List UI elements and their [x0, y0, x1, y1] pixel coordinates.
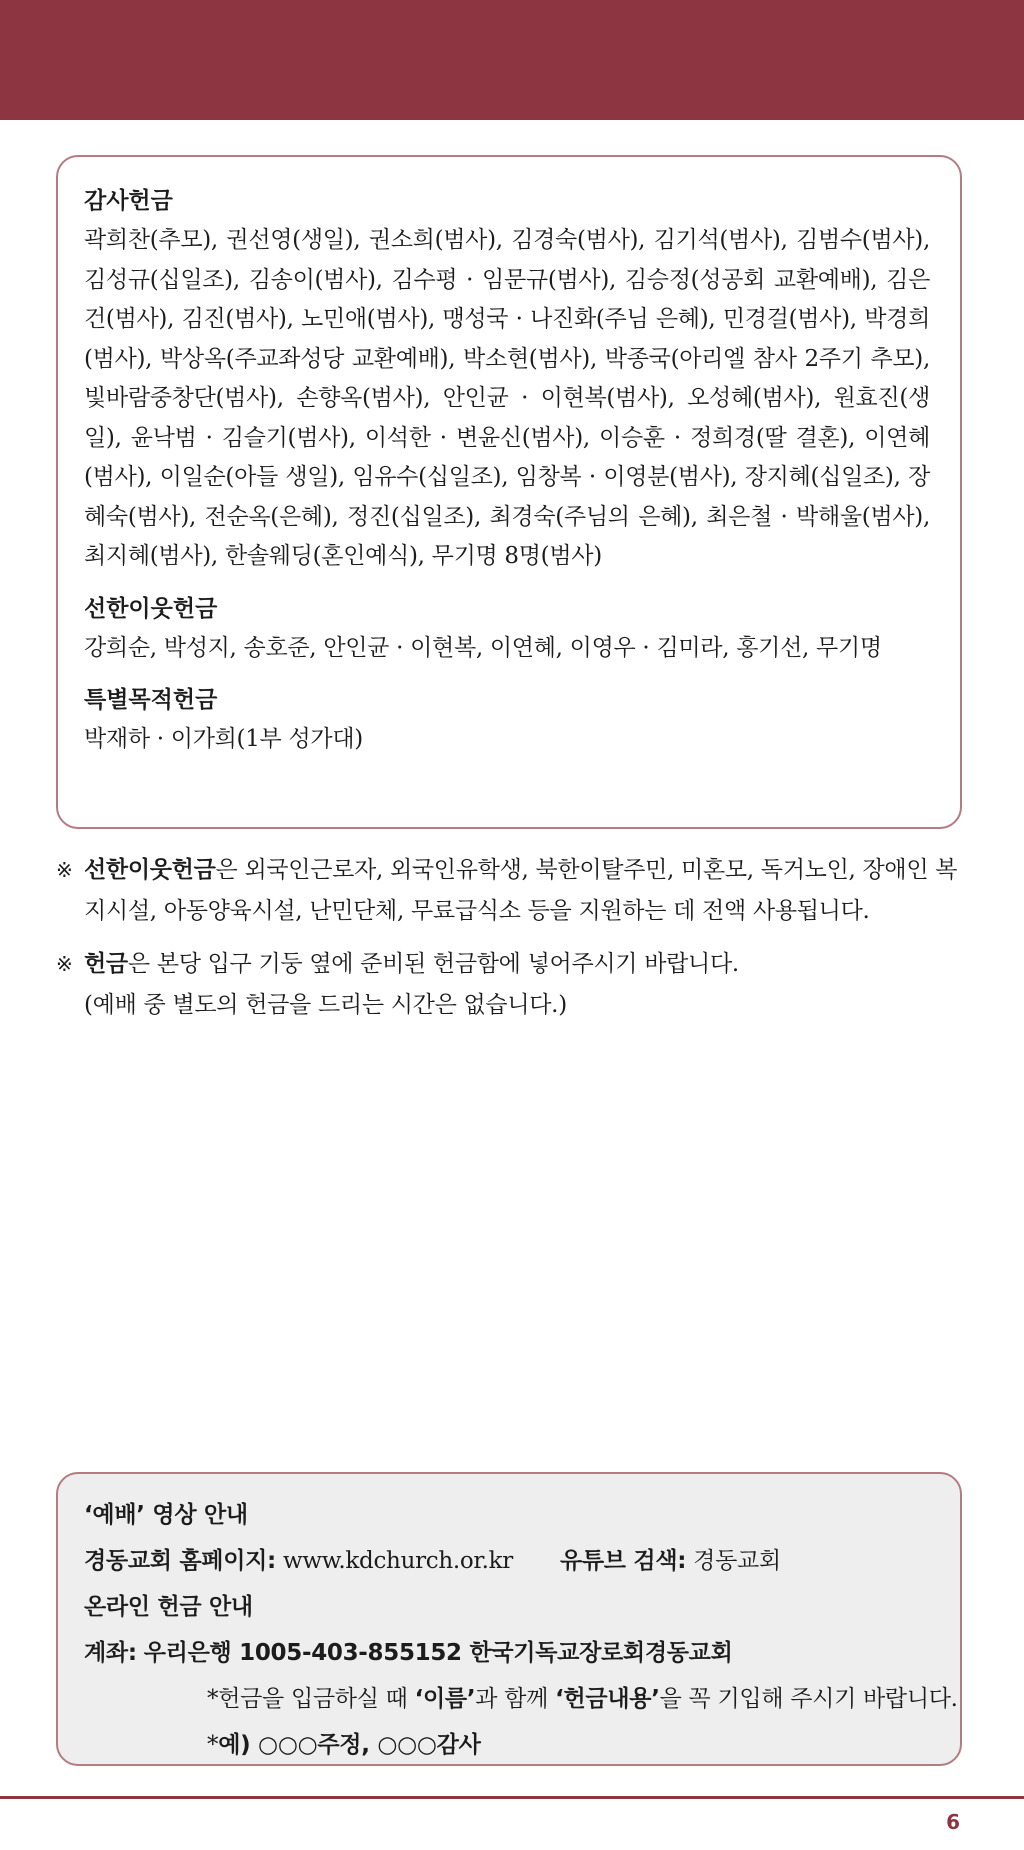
- online-offering-heading: 온라인 헌금 안내: [84, 1594, 253, 1620]
- note-offering-description: 은 본당 입구 기둥 옆에 준비된 헌금함에 넣어주시기 바랍니다.: [127, 951, 739, 977]
- instruction-content-keyword: ‘헌금내용’: [555, 1686, 660, 1712]
- note-neighbor-text: [84, 850, 966, 932]
- youtube-search-value: 경동교회: [693, 1548, 781, 1574]
- note-neighbor-description: 은 외국인근로자, 외국인유학생, 북한이탈주민, 미혼모, 독거노인, 장애인 복지시설, 아동양육시설, 난민단체, 무료급식소 등을 지원하는 데 전액 사용됩니다.: [84, 857, 958, 924]
- account-value: 우리은행 1005-403-855152 한국기독교장로회경동교회: [143, 1640, 733, 1666]
- instruction-middle: 과 함께: [475, 1686, 556, 1712]
- note-neighbor-keyword: 선한이웃헌금: [84, 857, 216, 883]
- thanks-offering-names: 곽희찬(추모), 권선영(생일), 권소희(범사), 김경숙(범사), 김기석(범사), 김범수(범사), 김성규(십일조), 김송이(범사), 김수평 · 임문규(범사), 김승정(성공회 교환예배), 김은건(범사), 김진(범사), 노민애(범사), 맹성국 · 나진화(주님 은혜), 민경걸(범사), 박경희(범사), 박상옥(주교좌성당 교환예배), 박소현(범사), 박종국(아리엘 참사 2주기 추모), 빛바람중창단(범사), 손향옥(범사), 안인균 · 이현복(범사), 오성혜(범사), 원효진(생일), 윤낙범 · 김슬기(범사), 이석한 · 변윤신(범사), 이승훈 · 정희경(딸 결혼), 이연혜(범사), 이일순(아들 생일), 임유수(십일조), 임창복 · 이영분(범사), 장지혜(십일조), 장혜숙(범사), 전순옥(은혜), 정진(십일조), 최경숙(주님의 은혜), 최은철 · 박해울(범사), 최지혜(범사), 한솔웨딩(혼인예식), 무기명 8명(범사): [84, 227, 930, 569]
- neighbor-offering-title: 선한이웃헌금: [84, 595, 218, 622]
- reference-mark-icon: ※: [56, 858, 73, 882]
- note-neighbor-offering: [56, 850, 966, 932]
- special-offering-names: 박재하 · 이가희(1부 성가대): [84, 726, 363, 752]
- deposit-instruction: [84, 1676, 958, 1722]
- special-offering-title: 특별목적헌금: [84, 687, 218, 713]
- instruction-suffix: 을 꼭 기입해 주시기 바랍니다.: [659, 1686, 958, 1712]
- page-number: 6: [946, 1810, 960, 1834]
- thanks-offering-title: 감사헌금: [84, 188, 173, 214]
- reference-mark-icon: ※: [56, 952, 73, 976]
- notes-section: [56, 850, 966, 1038]
- note-offering-box: [56, 944, 966, 1026]
- header-band: [0, 0, 1024, 120]
- deposit-example: [84, 1722, 936, 1768]
- worship-info-box: [56, 1472, 962, 1766]
- example-text: ○○○주정, ○○○감사: [250, 1732, 481, 1758]
- instruction-name-keyword: ‘이름’: [414, 1686, 476, 1712]
- offering-list-box: [56, 155, 962, 829]
- neighbor-offering-names: 강희순, 박성지, 송호준, 안인균 · 이현복, 이연혜, 이영우 · 김미라, 홍기선, 무기명: [84, 634, 882, 661]
- note-offering-subtext: (예배 중 별도의 헌금을 드리는 시간은 없습니다.): [84, 992, 567, 1018]
- video-guide-heading: ‘예배’ 영상 안내: [84, 1502, 248, 1528]
- example-prefix: *: [207, 1732, 219, 1758]
- homepage-line: [84, 1538, 936, 1584]
- footer-rule: [0, 1796, 1024, 1799]
- homepage-url-link[interactable]: www.kdchurch.or.kr: [282, 1548, 513, 1574]
- example-label: 예): [218, 1732, 251, 1758]
- account-line: [84, 1630, 936, 1676]
- instruction-prefix: *헌금을 입금하실 때: [207, 1686, 415, 1712]
- note-offering-text: [84, 944, 966, 1026]
- youtube-label: 유튜브 검색:: [559, 1548, 687, 1574]
- note-offering-keyword: 헌금: [84, 951, 128, 977]
- account-label: 계좌:: [84, 1640, 137, 1666]
- homepage-label: 경동교회 홈페이지:: [84, 1548, 276, 1574]
